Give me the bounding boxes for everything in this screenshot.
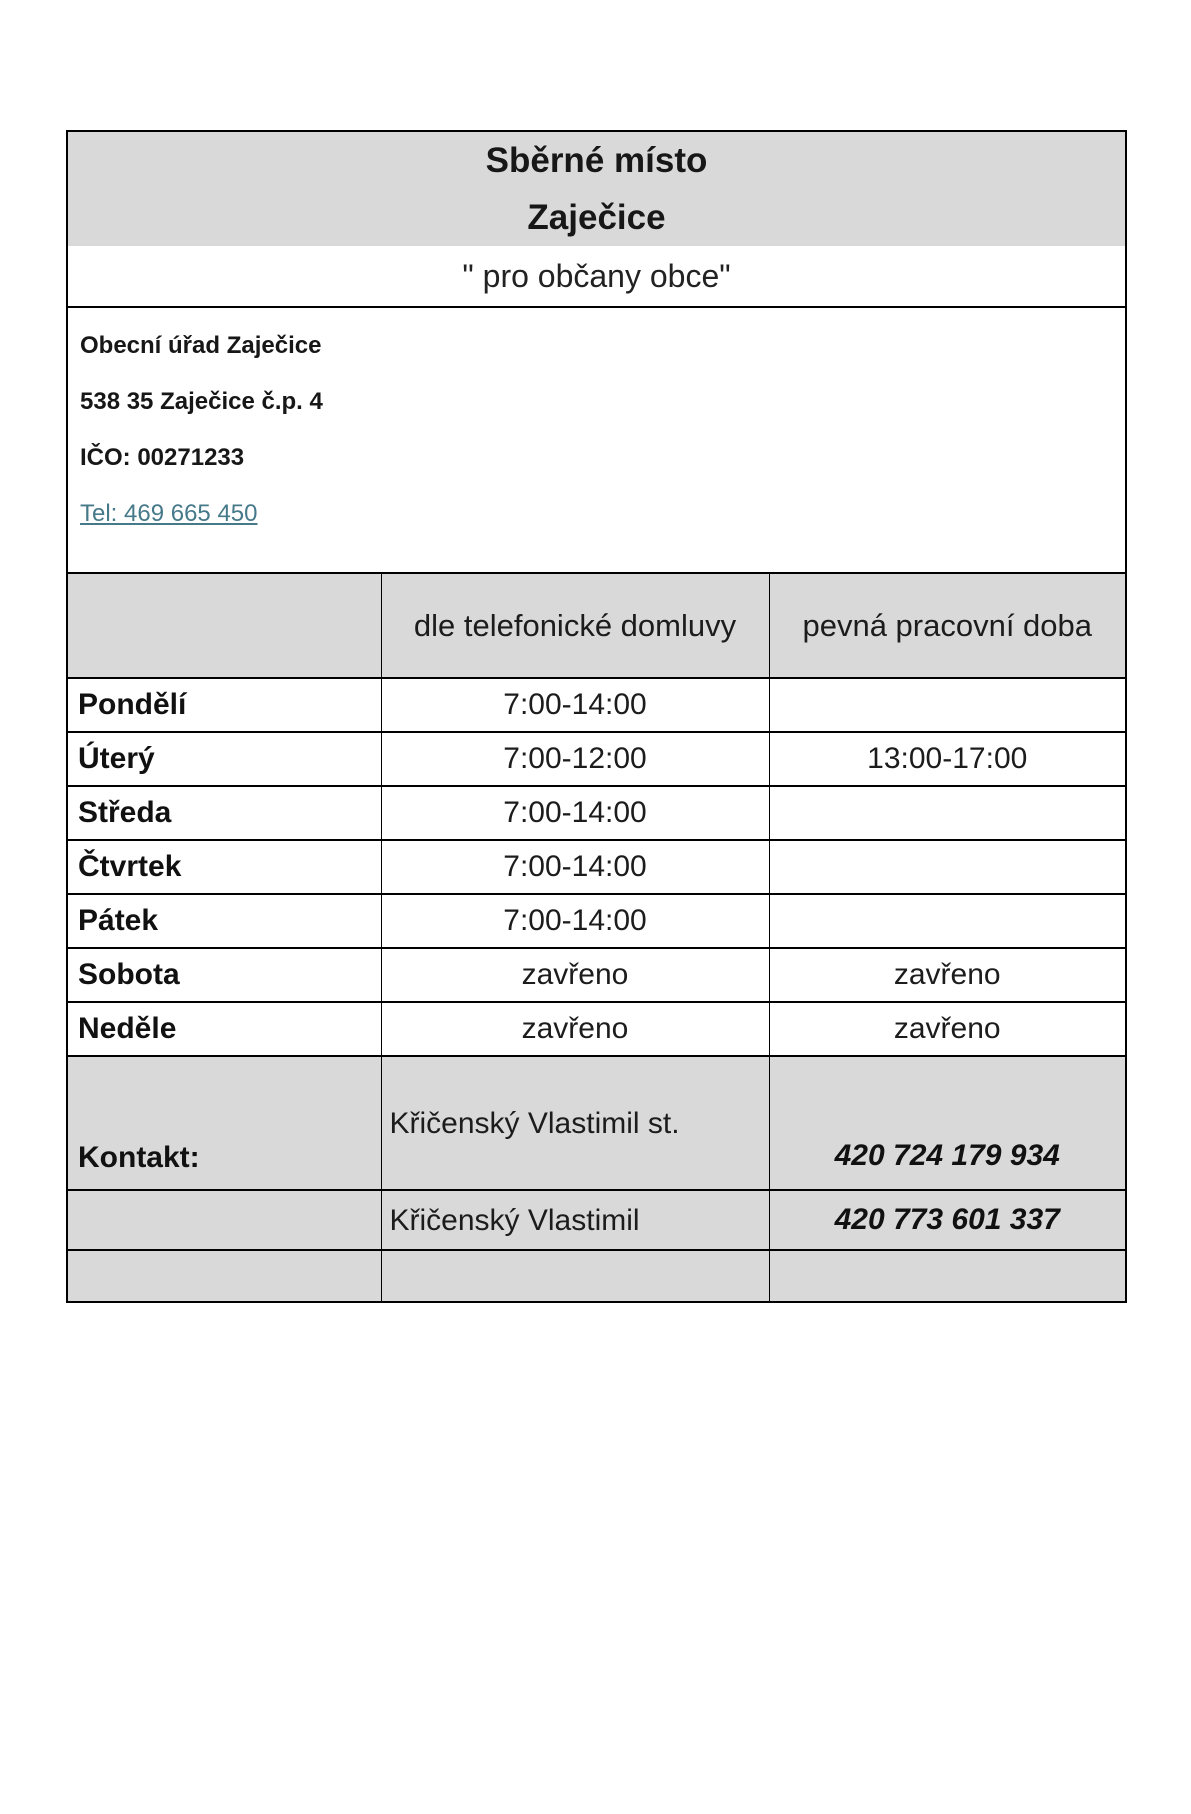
contact-phone: 420 773 601 337 — [769, 1190, 1126, 1250]
org-info-row — [67, 307, 1126, 573]
table-row-friday — [67, 894, 1126, 948]
time-by-phone: 7:00-14:00 — [381, 786, 769, 840]
time-fixed — [769, 840, 1126, 894]
subtitle-row — [67, 246, 1126, 307]
phone-link[interactable]: Tel: 469 665 450 — [80, 500, 258, 527]
title-row — [67, 131, 1126, 246]
org-name: Obecní úřad Zaječice — [80, 332, 322, 359]
empty-cell — [67, 1250, 381, 1302]
time-fixed — [769, 894, 1126, 948]
day-label: Sobota — [67, 948, 381, 1002]
time-fixed: zavřeno — [769, 1002, 1126, 1056]
contact-row-2 — [67, 1190, 1126, 1250]
page-subtitle: " pro občany obce" — [67, 246, 1126, 307]
contact-row-1 — [67, 1056, 1126, 1190]
table-row-tuesday — [67, 732, 1126, 786]
day-label: Neděle — [67, 1002, 381, 1056]
contact-name: Křičenský Vlastimil — [381, 1190, 769, 1250]
org-ico: IČO: 00271233 — [80, 444, 245, 471]
time-by-phone: zavřeno — [381, 1002, 769, 1056]
contact-name: Křičenský Vlastimil st. — [381, 1056, 769, 1190]
title-line-2: Zaječice — [527, 198, 666, 237]
time-fixed — [769, 786, 1126, 840]
time-by-phone: 7:00-14:00 — [381, 678, 769, 732]
org-address: 538 35 Zaječice č.p. 4 — [80, 388, 323, 415]
table-row-thursday — [67, 840, 1126, 894]
empty-bottom-row — [67, 1250, 1126, 1302]
time-by-phone: 7:00-12:00 — [381, 732, 769, 786]
table-row-saturday — [67, 948, 1126, 1002]
table-row-monday — [67, 678, 1126, 732]
schedule-table — [66, 130, 1127, 1303]
day-label: Pondělí — [67, 678, 381, 732]
col-header-empty — [67, 573, 381, 678]
title-line-1: Sběrné místo — [485, 141, 708, 180]
col-header-by-phone: dle telefonické domluvy — [381, 573, 769, 678]
contact-phone: 420 724 179 934 — [769, 1056, 1126, 1190]
time-by-phone: 7:00-14:00 — [381, 894, 769, 948]
day-label: Čtvrtek — [67, 840, 381, 894]
time-fixed — [769, 678, 1126, 732]
day-label: Úterý — [67, 732, 381, 786]
time-by-phone: 7:00-14:00 — [381, 840, 769, 894]
empty-cell — [769, 1250, 1126, 1302]
empty-cell — [381, 1250, 769, 1302]
day-label: Středa — [67, 786, 381, 840]
col-header-fixed-hours: pevná pracovní doba — [769, 573, 1126, 678]
org-info — [67, 307, 1126, 573]
table-row-wednesday — [67, 786, 1126, 840]
table-row-sunday — [67, 1002, 1126, 1056]
time-fixed: 13:00-17:00 — [769, 732, 1126, 786]
time-by-phone: zavřeno — [381, 948, 769, 1002]
page-title — [67, 131, 1126, 246]
contact-label: Kontakt: — [67, 1056, 381, 1190]
day-label: Pátek — [67, 894, 381, 948]
column-header-row — [67, 573, 1126, 678]
contact-label-empty — [67, 1190, 381, 1250]
time-fixed: zavřeno — [769, 948, 1126, 1002]
